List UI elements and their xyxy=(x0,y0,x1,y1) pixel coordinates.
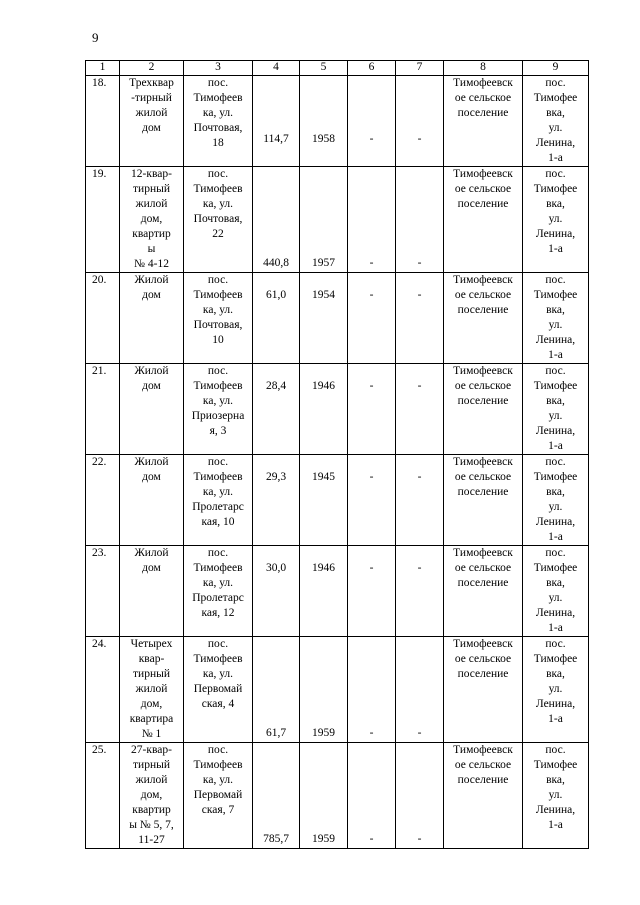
row-number: 18. xyxy=(86,76,120,167)
object-name: Четырех квар- тирный жилой дом, квартира № 1 xyxy=(120,637,184,743)
owner-name: Тимофеевск ое сельское поселение xyxy=(444,637,523,743)
row-number: 19. xyxy=(86,167,120,273)
column-7-value: - xyxy=(396,637,444,743)
row-number: 24. xyxy=(86,637,120,743)
area-value: 29,3 xyxy=(253,455,300,546)
column-7-value: - xyxy=(396,273,444,364)
object-name: Жилой дом xyxy=(120,273,184,364)
year-value: 1946 xyxy=(300,546,348,637)
owner-name: Тимофеевск ое сельское поселение xyxy=(444,743,523,849)
table-row xyxy=(86,273,589,364)
column-7-value: - xyxy=(396,76,444,167)
table-body xyxy=(86,76,589,849)
object-address: пос. Тимофеев ка, ул. Пролетарс кая, 12 xyxy=(184,546,253,637)
column-6-value: - xyxy=(348,364,396,455)
column-number-row xyxy=(86,61,589,76)
object-address: пос. Тимофеев ка, ул. Почтовая, 18 xyxy=(184,76,253,167)
column-7-value: - xyxy=(396,743,444,849)
owner-address: пос. Тимофее вка, ул. Ленина, 1-а xyxy=(523,364,589,455)
page-number: 9 xyxy=(92,30,99,45)
owner-name: Тимофеевск ое сельское поселение xyxy=(444,273,523,364)
column-6-value: - xyxy=(348,273,396,364)
column-header: 4 xyxy=(253,61,300,76)
row-number: 22. xyxy=(86,455,120,546)
object-address: пос. Тимофеев ка, ул. Почтовая, 22 xyxy=(184,167,253,273)
year-value: 1945 xyxy=(300,455,348,546)
owner-address: пос. Тимофее вка, ул. Ленина, 1-а xyxy=(523,455,589,546)
area-value: 114,7 xyxy=(253,76,300,167)
table-row xyxy=(86,455,589,546)
column-6-value: - xyxy=(348,743,396,849)
object-address: пос. Тимофеев ка, ул. Пролетарс кая, 10 xyxy=(184,455,253,546)
column-header: 9 xyxy=(523,61,589,76)
area-value: 61,7 xyxy=(253,637,300,743)
owner-name: Тимофеевск ое сельское поселение xyxy=(444,364,523,455)
row-number: 25. xyxy=(86,743,120,849)
column-7-value: - xyxy=(396,546,444,637)
column-6-value: - xyxy=(348,637,396,743)
column-header: 3 xyxy=(184,61,253,76)
column-header: 8 xyxy=(444,61,523,76)
object-name: Жилой дом xyxy=(120,455,184,546)
area-value: 785,7 xyxy=(253,743,300,849)
year-value: 1946 xyxy=(300,364,348,455)
table-row xyxy=(86,637,589,743)
object-name: Жилой дом xyxy=(120,364,184,455)
property-registry-table xyxy=(85,60,589,849)
column-header: 1 xyxy=(86,61,120,76)
area-value: 28,4 xyxy=(253,364,300,455)
column-6-value: - xyxy=(348,76,396,167)
area-value: 30,0 xyxy=(253,546,300,637)
column-6-value: - xyxy=(348,455,396,546)
table-row xyxy=(86,743,589,849)
year-value: 1959 xyxy=(300,637,348,743)
column-7-value: - xyxy=(396,364,444,455)
object-name: Трехквар -тирный жилой дом xyxy=(120,76,184,167)
object-address: пос. Тимофеев ка, ул. Первомай ская, 7 xyxy=(184,743,253,849)
object-address: пос. Тимофеев ка, ул. Почтовая, 10 xyxy=(184,273,253,364)
owner-name: Тимофеевск ое сельское поселение xyxy=(444,76,523,167)
column-header: 6 xyxy=(348,61,396,76)
row-number: 21. xyxy=(86,364,120,455)
owner-address: пос. Тимофее вка, ул. Ленина, 1-а xyxy=(523,76,589,167)
table-row xyxy=(86,167,589,273)
year-value: 1958 xyxy=(300,76,348,167)
owner-name: Тимофеевск ое сельское поселение xyxy=(444,167,523,273)
owner-address: пос. Тимофее вка, ул. Ленина, 1-а xyxy=(523,743,589,849)
object-name: Жилой дом xyxy=(120,546,184,637)
year-value: 1959 xyxy=(300,743,348,849)
area-value: 440,8 xyxy=(253,167,300,273)
column-7-value: - xyxy=(396,455,444,546)
table-row xyxy=(86,364,589,455)
object-name: 12-квар- тирный жилой дом, квартир ы № 4-12 xyxy=(120,167,184,273)
year-value: 1957 xyxy=(300,167,348,273)
column-header: 5 xyxy=(300,61,348,76)
table-row xyxy=(86,76,589,167)
column-header: 2 xyxy=(120,61,184,76)
owner-name: Тимофеевск ое сельское поселение xyxy=(444,546,523,637)
column-7-value: - xyxy=(396,167,444,273)
row-number: 20. xyxy=(86,273,120,364)
owner-address: пос. Тимофее вка, ул. Ленина, 1-а xyxy=(523,273,589,364)
object-name: 27-квар- тирный жилой дом, квартир ы № 5, 7, 11-27 xyxy=(120,743,184,849)
owner-address: пос. Тимофее вка, ул. Ленина, 1-а xyxy=(523,637,589,743)
area-value: 61,0 xyxy=(253,273,300,364)
object-address: пос. Тимофеев ка, ул. Приозерна я, 3 xyxy=(184,364,253,455)
table-row xyxy=(86,546,589,637)
owner-address: пос. Тимофее вка, ул. Ленина, 1-а xyxy=(523,167,589,273)
row-number: 23. xyxy=(86,546,120,637)
owner-name: Тимофеевск ое сельское поселение xyxy=(444,455,523,546)
owner-address: пос. Тимофее вка, ул. Ленина, 1-а xyxy=(523,546,589,637)
column-header: 7 xyxy=(396,61,444,76)
year-value: 1954 xyxy=(300,273,348,364)
column-6-value: - xyxy=(348,167,396,273)
object-address: пос. Тимофеев ка, ул. Первомай ская, 4 xyxy=(184,637,253,743)
column-6-value: - xyxy=(348,546,396,637)
